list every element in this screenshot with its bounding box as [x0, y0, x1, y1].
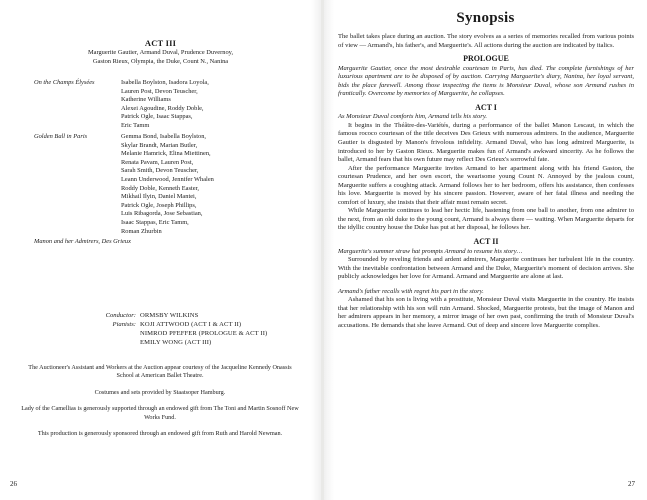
cast-line: Roddy Doble, Kenneth Easter,	[121, 184, 200, 192]
champs-elysees-names	[121, 79, 281, 131]
act-ii-lead: Armand's father recalls with regret his part in the story.	[338, 287, 484, 295]
act-ii-paragraph: Surrounded by reveling friends and ardent admirers, Marguerite continues her turbulent life in the country. With the inevitable confrontation between Armand and the Duke, Marguerite's moment of decision arrives. She publicly acknowledges her love for Armand. Armand and Marguerite are alone at last.	[338, 256, 634, 281]
pianist-name: KOJI ATTWOOD (ACT I & ACT II)	[140, 321, 242, 328]
cast-line: Alexei Agoudine, Roddy Doble,	[121, 104, 204, 112]
cast-line: Skylar Brandt, Marian Butler,	[121, 141, 198, 149]
cast-line: Katherine Williams	[121, 96, 171, 104]
act-iii-title: ACT III	[144, 38, 177, 48]
cast-line: Melanie Hamrick, Elina Miettinen,	[121, 150, 211, 158]
act-i-paragraph: It begins in the Théâtre-des-Variétés, during a performance of the ballet Manon Lescaut, in which the famous rococo courtesan of the title deceives Des Grieux with numerous admirers. In the audience, Marguerite Gautier is disgusted by Manon's frivolous infidelity. Armand Duval, who has long admired Marguerite, is introduced to her by Gaston Rieux. Marguerite makes fun of Armand's awkward sincerity. As he follows the ballet, Armand fears that his own future may reflect Des Grieux's sorrowful fate.	[338, 121, 634, 164]
act-i-heading: ACT I	[475, 102, 497, 112]
note-paragraph: This production is generously sponsored through an endowed gift from Ruth and Harold Newman.	[37, 430, 283, 438]
cast-line: Leann Underwood, Jennifer Whalen	[121, 175, 214, 183]
cast-line: Eric Tamm	[121, 121, 150, 129]
intro-paragraph: The ballet takes place during an auction. The story evolves as a series of memories recalled from various points of view — Armand's, his father's, and Marguerite's. All actions during the auction are indicated by italics.	[338, 33, 634, 49]
page-number-left: 26	[10, 480, 17, 488]
golden-ball-names	[121, 133, 281, 236]
cast-line: Roman Zhurbin	[121, 227, 162, 235]
synopsis-title: Synopsis	[456, 10, 515, 26]
act-iii-cast	[40, 49, 281, 66]
act-iii-cast-line: Marguerite Gautier, Armand Duval, Prudence Duvernoy,	[87, 49, 234, 56]
manon-admirers-line: Manon and her Admirers, Des Grieux	[34, 238, 131, 245]
act-i-paragraph: While Marguerite continues to lead her hectic life, hastening from one ball to another, from one admirer to the next, from an old duke to the young count, Armand is always there — waiting. When Marguerite departs for the idyllic country house the Duke has put at her disposal, he follows her.	[338, 207, 634, 232]
page-number-right: 27	[628, 480, 635, 488]
act-i-lead: As Monsieur Duval comforts him, Armand tells his story.	[338, 113, 488, 121]
pianists-row	[78, 338, 267, 347]
act-ii-paragraph: Ashamed that his son is living with a prostitute, Monsieur Duval visits Marguerite in the country. He insists that her relationship with his son will ruin Armand. Shocked, Marguerite protests, but the image of Manon and her admirers appears in her memory, a mirror image of her own past, confirming the truth of Monsieur Duval's accusations. He demands that she leave Armand. Out of deep and sincere love Marguerite complies.	[338, 296, 634, 329]
cast-line: Sarah Smith, Devon Teuscher,	[121, 167, 199, 175]
pianists-label: Pianists:	[112, 321, 136, 328]
note-paragraph: The Auctioneer's Assistant and Workers at the Auction appear courtesy of the Jacqueline Kennedy Onassis School at American Ballet Theatre.	[28, 364, 292, 380]
left-page	[0, 0, 321, 500]
golden-ball-label: Golden Ball in Paris	[34, 133, 88, 140]
gutter-shadow	[324, 0, 334, 500]
music-credits	[78, 311, 267, 347]
pianists-row	[78, 320, 267, 329]
pianist-name: EMILY WONG (ACT III)	[140, 339, 212, 346]
note-paragraph: Costumes and sets provided by Staatsoper Hamburg.	[94, 388, 226, 396]
cast-line: Renata Pavam, Lauren Post,	[121, 158, 194, 166]
production-notes	[20, 364, 300, 446]
synopsis-body	[338, 33, 634, 331]
cast-line: Mikhail Ilyin, Daniel Mantei,	[121, 193, 197, 201]
gutter-shadow	[311, 0, 321, 500]
cast-line: Luis Ribagorda, Jose Sebastian,	[121, 210, 203, 218]
cast-line: Lauren Post, Devon Teuscher,	[121, 87, 198, 95]
act-ii-heading: ACT II	[473, 237, 499, 247]
cast-line: Isabella Boylston, Isadora Loyola,	[121, 79, 209, 86]
cast-line: Patrick Ogle, Joseph Phillips,	[121, 201, 197, 209]
pianist-name: NIMROD PFEFFER (PROLOGUE & ACT II)	[140, 330, 268, 337]
pianists-row	[78, 329, 267, 338]
act-iii-cast-line: Gaston Rieux, Olympia, the Duke, Count N., Nanina	[92, 57, 229, 65]
cast-line: Patrick Ogle, Isaac Stappas,	[121, 113, 193, 121]
champs-elysees-label: On the Champs Élysées	[34, 79, 95, 86]
act-ii-lead: Marguerite's summer straw hat prompts Armand to resume his story…	[338, 247, 523, 255]
prologue-paragraph: Marguerite Gautier, once the most desirable courtesan in Paris, has died. The complete furnishings of her luxurious apartment are to be disposed of by auction. Carrying Marguerite's diary, Nanina, her loyal servant, bids the place farewell. Among those inspecting the items is Monsieur Duval, whose son Armand rushes in frantically. Overcome by memories of Marguerite, he collapses.	[338, 64, 634, 98]
right-page	[324, 0, 647, 500]
conductor-label: Conductor:	[105, 312, 136, 319]
conductor-name: ORMSBY WILKINS	[140, 312, 199, 319]
cast-line: Gemma Bond, Isabella Boylston,	[121, 133, 207, 140]
conductor-row	[78, 311, 267, 320]
act-i-paragraph: After the performance Marguerite invites Armand to her apartment along with his friend Gaston, the courtesan Prudence, and her own escort, the wearisome young Count N. Annoyed by the jealous count, Marguerite suffers a coughing attack. Armand follows her to her bedroom, offers his assistance, then confesses his love. Marguerite is moved by his sincere passion. However, aware of her fatal illness and needing the comfort of luxury, she insists that their affair must remain secret.	[338, 164, 634, 206]
note-paragraph: Lady of the Camellias is generously supported through an endowed gift from The Toni and Martin Sosnoff New Works Fund.	[21, 405, 299, 421]
prologue-heading: PROLOGUE	[463, 54, 509, 64]
cast-line: Isaac Stappas, Eric Tamm,	[121, 218, 189, 226]
